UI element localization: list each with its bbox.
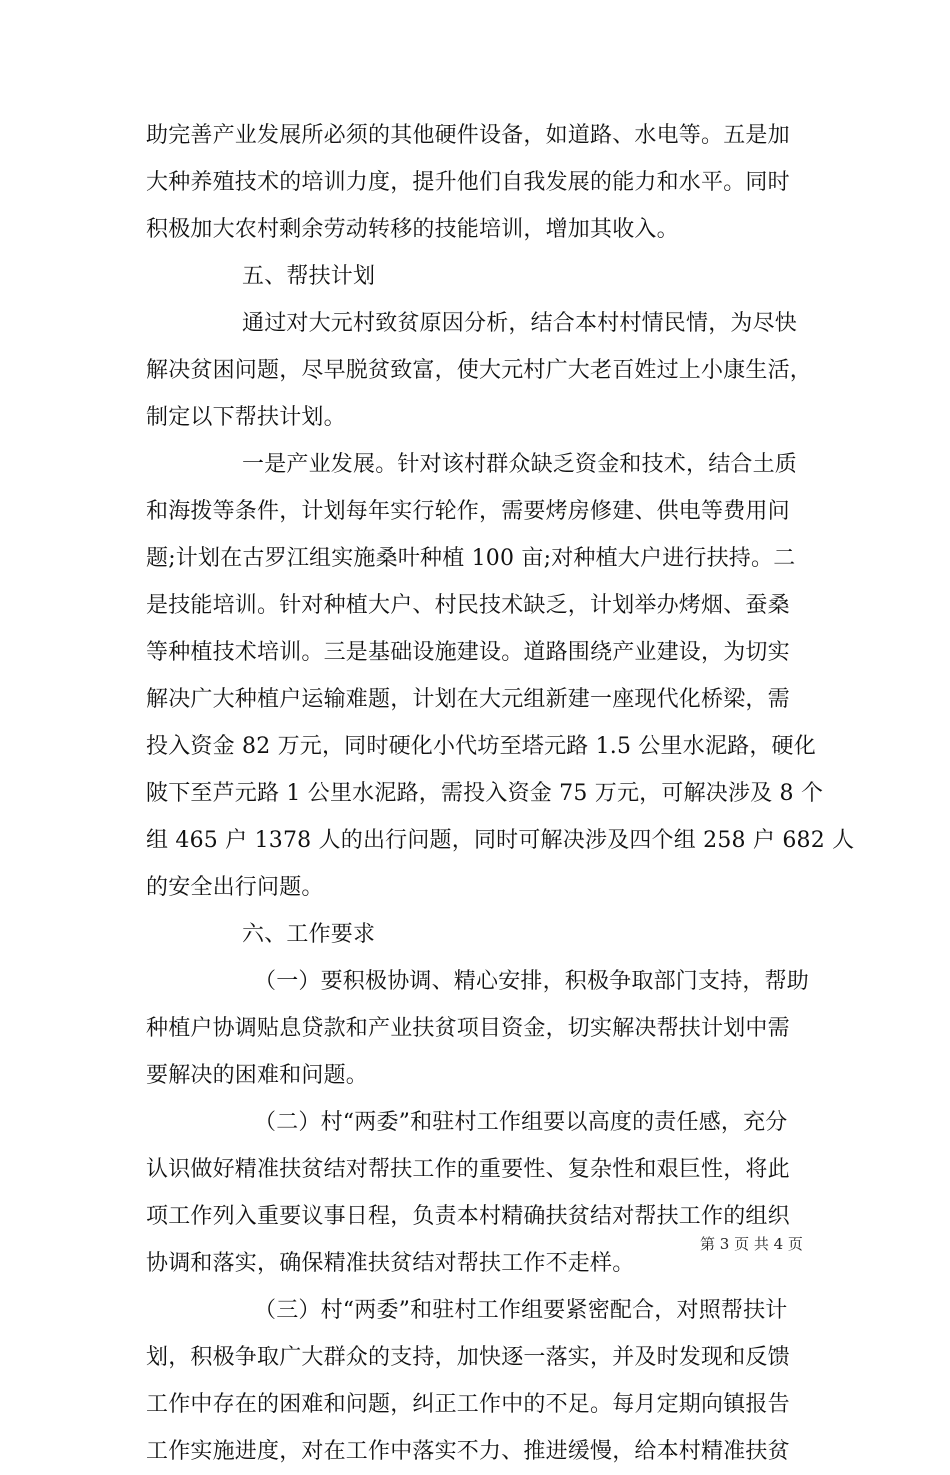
paragraph-plan-intro (146, 300, 813, 441)
text-line: （三）村“两委”和驻村工作组要紧密配合，对照帮扶计 (254, 1298, 788, 1323)
text-line: 解决广大种植户运输难题，计划在大元组新建一座现代化桥梁，需 (146, 687, 790, 712)
page-number-footer: 第 3 页 共 4 页 (700, 1235, 803, 1253)
text-line: 种植户协调贴息贷款和产业扶贫项目资金，切实解决帮扶计划中需 (146, 1016, 790, 1041)
text-line: 组 465 户 1378 人的出行问题，同时可解决涉及四个组 258 户 682 人 (146, 828, 855, 853)
text-line: （一）要积极协调、精心安排，积极争取部门支持，帮助 (254, 969, 810, 994)
text-line: 通过对大元村致贫原因分析，结合本村村情民情，为尽快 (242, 311, 798, 336)
section-heading-work-requirements: 六、工作要求 (242, 922, 376, 947)
paragraph-requirement-3 (146, 1287, 806, 1475)
document-body (146, 112, 855, 1475)
text-line: （二）村“两委”和驻村工作组要以高度的责任感，充分 (254, 1110, 788, 1135)
text-line: 划，积极争取广大群众的支持，加快逐一落实，并及时发现和反馈 (146, 1345, 790, 1370)
text-line: 工作实施进度，对在工作中落实不力、推进缓慢，给本村精准扶贫 (146, 1439, 790, 1464)
text-line: 陂下至芦元路 1 公里水泥路，需投入资金 75 万元，可解决涉及 8 个 (146, 781, 824, 806)
section-heading-help-plan: 五、帮扶计划 (242, 264, 376, 289)
text-line: 一是产业发展。针对该村群众缺乏资金和技术，结合土质 (242, 452, 798, 477)
text-line: 要解决的困难和问题。 (146, 1063, 369, 1088)
paragraph-plan-details (146, 441, 855, 911)
text-line: 工作中存在的困难和问题，纠正工作中的不足。每月定期向镇报告 (146, 1392, 790, 1417)
text-line: 是技能培训。针对种植大户、村民技术缺乏，计划举办烤烟、蚕桑 (146, 593, 790, 618)
text-line: 解决贫困问题，尽早脱贫致富，使大元村广大老百姓过上小康生活， (146, 358, 813, 383)
text-line: 和海拨等条件，计划每年实行轮作，需要烤房修建、供电等费用问 (146, 499, 790, 524)
text-line: 积极加大农村剩余劳动转移的技能培训，增加其收入。 (146, 217, 679, 242)
text-line: 助完善产业发展所必须的其他硬件设备，如道路、水电等。五是加 (146, 123, 790, 148)
paragraph-requirement-1 (146, 958, 810, 1099)
text-line: 题;计划在古罗江组实施桑叶种植 100 亩;对种植大户进行扶持。二 (146, 546, 796, 571)
text-line: 的安全出行问题。 (146, 875, 324, 900)
text-line: 项工作列入重要议事日程，负责本村精确扶贫结对帮扶工作的组织 (146, 1204, 790, 1229)
text-line: 大种养殖技术的培训力度，提升他们自我发展的能力和水平。同时 (146, 170, 790, 195)
text-line: 认识做好精准扶贫结对帮扶工作的重要性、复杂性和艰巨性，将此 (146, 1157, 790, 1182)
text-line: 投入资金 82 万元，同时硬化小代坊至塔元路 1.5 公里水泥路，硬化 (146, 734, 816, 759)
text-line: 制定以下帮扶计划。 (146, 405, 346, 430)
text-line: 协调和落实，确保精准扶贫结对帮扶工作不走样。 (146, 1251, 635, 1276)
paragraph-requirement-2 (146, 1099, 806, 1287)
text-line: 等种植技术培训。三是基础设施建设。道路围绕产业建设，为切实 (146, 640, 790, 665)
paragraph-continuation (146, 112, 806, 253)
